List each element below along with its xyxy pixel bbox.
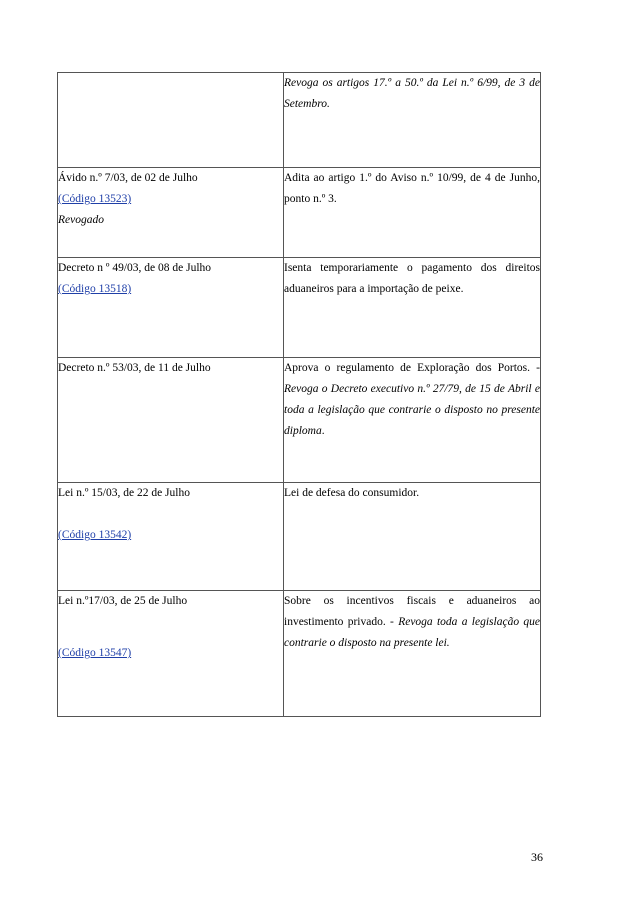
- table-cell-right: [284, 73, 541, 168]
- table-row: [58, 483, 541, 591]
- legal-act-title: Decreto n.º 53/03, de 11 de Julho: [58, 362, 211, 374]
- table-cell-left: [58, 258, 284, 358]
- table-cell-left: [58, 73, 284, 168]
- legal-act-title: Lei n.º 15/03, de 22 de Julho: [58, 487, 190, 499]
- revocation-note: Revoga o Decreto executivo n.º 27/79, de 15 de Abril e toda a legislação que contrarie o disposto no presente diploma: [284, 383, 540, 437]
- act-description: Adita ao artigo 1.º do Aviso n.º 10/99, de 4 de Junho, ponto n.º 3.: [284, 172, 540, 205]
- legal-act-title: Decreto n º 49/03, de 08 de Julho: [58, 262, 212, 274]
- table-cell-right: [284, 168, 541, 258]
- legislation-table: [57, 72, 541, 717]
- legal-act-title: Ávido n.º 7/03, de 02 de Julho: [58, 172, 198, 184]
- table-cell-right: [284, 358, 541, 483]
- code-link[interactable]: (Código 13547): [58, 647, 132, 659]
- table-cell-right: [284, 591, 541, 717]
- table-cell-left: [58, 483, 284, 591]
- code-link[interactable]: (Código 13542): [58, 529, 132, 541]
- code-link[interactable]: (Código 13523): [58, 193, 132, 205]
- page-number: 36: [531, 850, 543, 864]
- act-description: Lei de defesa do consumidor.: [284, 487, 420, 499]
- revocation-note: Revoga toda a legislação que contrarie o disposto na presente lei.: [284, 616, 540, 649]
- act-description: [284, 358, 540, 442]
- act-description-text: Aprova o regulamento de Exploração dos Portos. -: [284, 362, 540, 374]
- table-row: [58, 591, 541, 717]
- code-link[interactable]: (Código 13518): [58, 283, 132, 295]
- table-cell-left: [58, 358, 284, 483]
- punctuation: .: [321, 425, 325, 437]
- revocation-note: Revoga os artigos 17.º a 50.º da Lei n.º 6/99, de 3 de Setembro.: [284, 77, 540, 110]
- table-row: [58, 258, 541, 358]
- table-row: [58, 73, 541, 168]
- status-note: Revogado: [58, 214, 104, 226]
- table-row: [58, 168, 541, 258]
- table-cell-left: [58, 168, 284, 258]
- table-row: [58, 358, 541, 483]
- table-cell-right: [284, 483, 541, 591]
- act-description: [284, 591, 540, 654]
- table-cell-left: [58, 591, 284, 717]
- legal-act-title: Lei n.º17/03, de 25 de Julho: [58, 595, 188, 607]
- act-description: Isenta temporariamente o pagamento dos direitos aduaneiros para a importação de peixe.: [284, 262, 540, 295]
- table-cell-right: [284, 258, 541, 358]
- act-description-text: Sobre os incentivos fiscais e aduaneiros ao investimento privado. -: [284, 595, 540, 628]
